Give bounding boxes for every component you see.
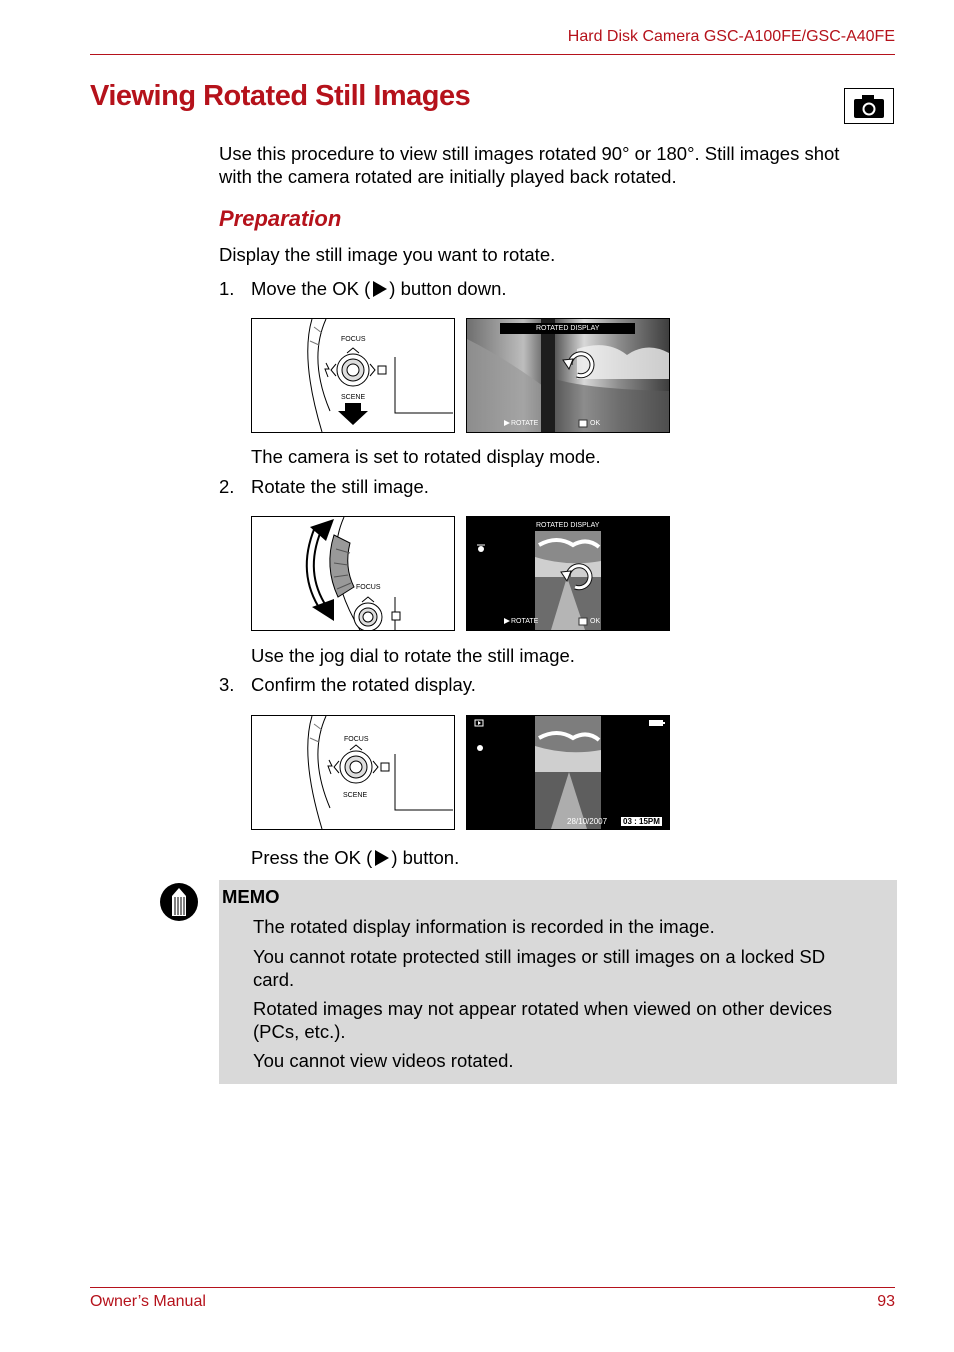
step-3-note: [251, 846, 459, 869]
memo-item: Rotated images may not appear rotated when viewed on other devices: [253, 998, 832, 1019]
camera-icon: [844, 88, 894, 124]
step-1-note: The camera is set to rotated display mode.: [251, 446, 601, 467]
step-3-text: Confirm the rotated display.: [251, 674, 476, 695]
figure-dial-press-ok: [251, 715, 455, 830]
memo-item: You cannot view videos rotated.: [253, 1050, 514, 1071]
dial-label-scene: SCENE: [343, 792, 368, 799]
dial-label-focus: FOCUS: [356, 584, 381, 591]
preparation-heading: Preparation: [219, 206, 342, 231]
dial-label-focus: FOCUS: [341, 336, 366, 343]
running-header: Hard Disk Camera GSC-A100FE/GSC-A40FE: [567, 28, 895, 45]
step-3-number: 3.: [219, 674, 235, 695]
screen-playback-confirmed: [466, 715, 670, 830]
footer-rule: [90, 1287, 895, 1288]
intro-line-2: with the camera rotated are initially played back rotated.: [219, 166, 677, 187]
screen-rotated-display-1: [466, 318, 670, 433]
page-title: Viewing Rotated Still Images: [90, 80, 471, 112]
screen-rotated-display-2: [466, 516, 670, 631]
screen-label-ok: OK: [590, 420, 601, 427]
step-3-note-post: ) button.: [391, 847, 460, 868]
step-2-note: Use the jog dial to rotate the still image.: [251, 645, 575, 666]
screen-label-rotate: ROTATE: [511, 618, 539, 625]
screen-time: 03 : 15PM: [623, 817, 660, 826]
pencil-icon: [159, 882, 199, 922]
ok-play-icon: [371, 280, 388, 298]
memo-item: The rotated display information is recorded in the image.: [253, 916, 715, 937]
screen-label-rotate: ROTATE: [511, 420, 539, 427]
step-1-text-pre: Move the OK (: [251, 278, 371, 299]
page-number: 93: [877, 1293, 895, 1310]
screen-banner: ROTATED DISPLAY: [536, 522, 600, 529]
footer-manual-title: Owner’s Manual: [90, 1293, 206, 1310]
preparation-text: Display the still image you want to rotate.: [219, 244, 556, 265]
screen-banner: ROTATED DISPLAY: [500, 323, 635, 334]
screen-label-ok: OK: [590, 618, 601, 625]
step-1-text: [251, 277, 507, 300]
memo-item: You cannot rotate protected still images or still images on a locked SD: [253, 946, 826, 967]
memo-item: card.: [253, 969, 295, 990]
step-3-note-pre: Press the OK (: [251, 847, 373, 868]
header-rule: [90, 54, 895, 55]
intro-line-1: Use this procedure to view still images rotated 90° or 180°. Still images shot: [219, 143, 840, 164]
step-1-text-post: ) button down.: [389, 278, 507, 299]
figure-dial-press-down: [251, 318, 455, 433]
step-2-number: 2.: [219, 476, 235, 497]
memo-item: (PCs, etc.).: [253, 1021, 346, 1042]
dial-label-focus: FOCUS: [344, 736, 369, 743]
ok-play-icon: [373, 849, 390, 867]
figure-jog-dial-rotate: [251, 516, 455, 631]
dial-label-scene: SCENE: [341, 394, 366, 401]
screen-date: 28/10/2007: [567, 817, 608, 826]
step-1-number: 1.: [219, 278, 235, 299]
memo-title: MEMO: [222, 886, 280, 907]
step-2-text: Rotate the still image.: [251, 476, 429, 497]
